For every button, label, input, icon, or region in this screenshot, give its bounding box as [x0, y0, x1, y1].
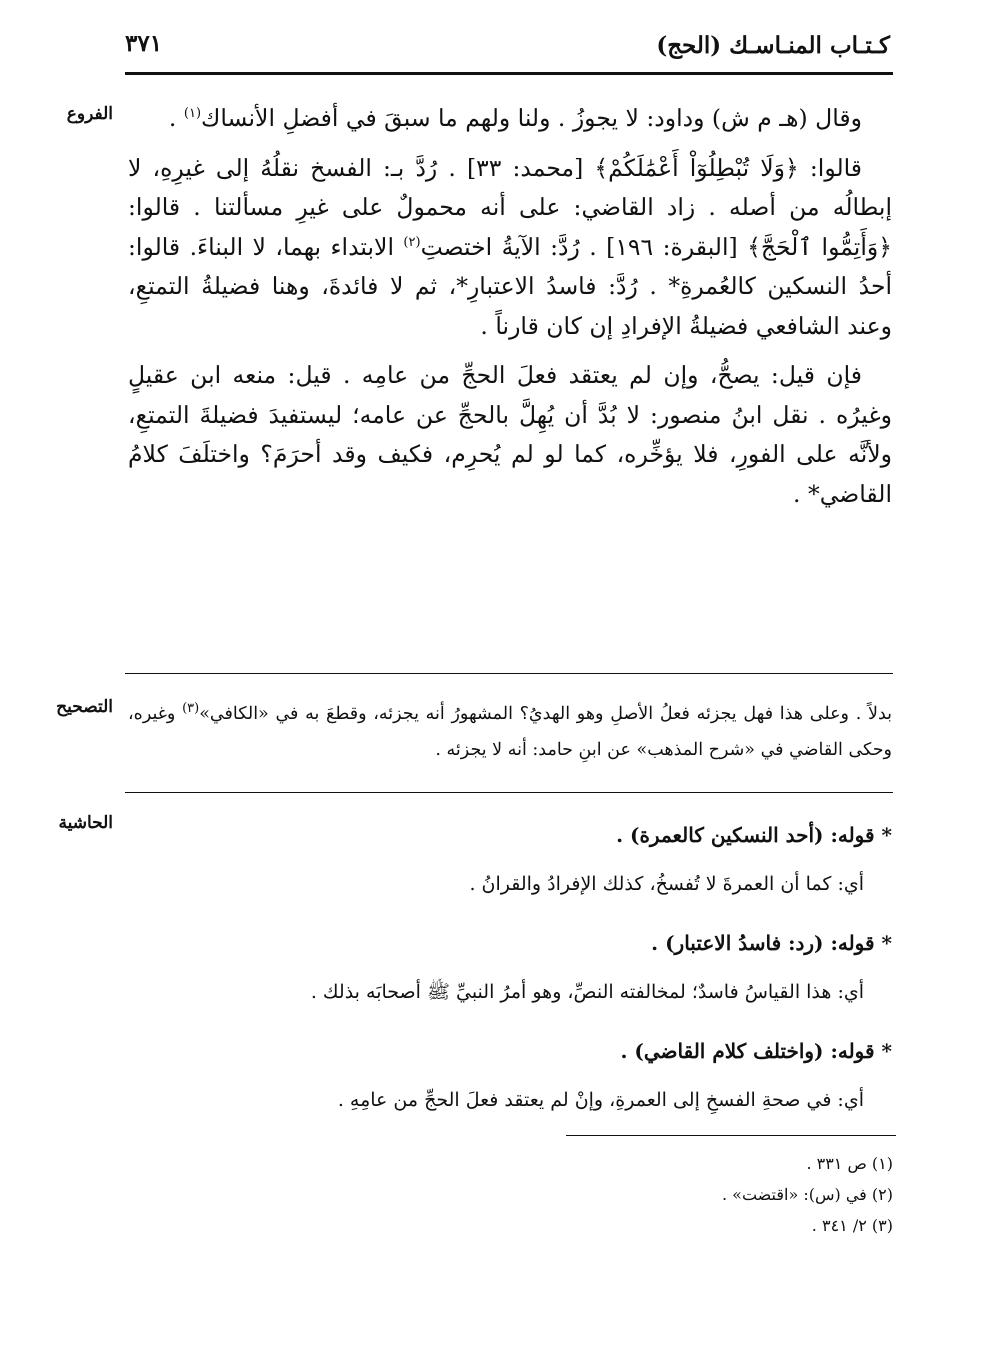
hashiya-text [128, 815, 892, 1139]
footnote-3: (٣) ٢/ ٣٤١ . [811, 1216, 893, 1235]
paragraph-1: وقال (هـ م ش) وداود: لا يجوزُ . ولنا ولهم ما سبقَ في أفضلِ الأنساك$^{(١)}$ . [168, 104, 862, 132]
footnote-ref-2[interactable]: (٢) [403, 234, 421, 250]
hashiya-comment-3: أي: في صحةِ الفسخِ إلى العمرةِ، وإنْ لم يعتقد فعلَ الحجِّ من عامِهِ . [337, 1089, 864, 1111]
footnote-ref-3[interactable]: (٣) [182, 701, 200, 717]
header-rule [125, 72, 893, 75]
hashiya-quote-2: * قوله: (رد: فاسدُ الاعتبار) . [651, 931, 892, 955]
tashih-label: التصحيح [56, 697, 113, 717]
footnotes [500, 1148, 893, 1241]
running-title: كـتـاب المنـاسـك (الحج) [656, 32, 890, 59]
paragraph-2: قالوا: ﴿وَلَا تُبْطِلُوٓاْ أَعْمَٰلَكُمْ﴾ [محمد: ٣٣] . رُدَّ بـ: الفسخ نقلُهُ إلى غيرِهِ، لا إبطالُه من أصله . زاد القاضي: على أنه محمولٌ على غيرِ مسألتنا . قالوا: ﴿وَأَتِمُّوا ٱلْحَجَّ﴾ [البقرة: ١٩٦] . رُدَّ: الآيةُ اختصتِ$^{(٢)}$ الابتداء بهما، لا البناءَ. قالوا: أحدُ النسكين كالعُمرةِ* . رُدَّ: فاسدُ الاعتبارِ*، ثم لا فائدةَ، وهنا فضيلةُ التمتعِ، وعند الشافعي فضيلةُ الإفرادِ إن كان قارناً . [128, 153, 892, 340]
hashiya-label: الحاشية [58, 813, 113, 833]
footnote-2: (٢) في (س): «اقتضت» . [722, 1185, 893, 1204]
tashih-paragraph: بدلاً . وعلى هذا فهل يجزئه فعلُ الأصلِ وهو الهديُ؟ المشهورُ أنه يجزئه، وقطعَ به في «الكافي»$^{(٣)}$ وغيره، وحكى القاضي في «شرح المذهب» عن ابنِ حامد: أنه لا يجزئه . [128, 701, 892, 760]
hashiya-quote-1: * قوله: (أحد النسكين كالعمرة) . [616, 823, 892, 847]
tashih-text [128, 696, 892, 768]
page-number: ٣٧١ [125, 30, 163, 57]
hashiya-comment-1: أي: كما أن العمرةَ لا تُفسخُ، كذلك الإفرادُ والقرانُ . [469, 873, 864, 895]
hashiya-quote-3: * قوله: (واختلف كلام القاضي) . [620, 1039, 892, 1063]
furu-text [128, 99, 892, 514]
tashih-divider [125, 673, 893, 674]
hashiya-divider [125, 792, 893, 793]
footnote-1: (١) ص ٣٣١ . [806, 1154, 893, 1173]
paragraph-3: فإن قيل: يصحُّ، وإن لم يعتقد فعلَ الحجِّ من عامِه . قيل: منعه ابن عقيلٍ وغيرُه . نقل ابنُ منصور: لا بُدَّ أن يُهِلَّ بالحجِّ عن عامه؛ ليستفيدَ فضيلةَ التمتعِ، ولأنَّه على الفورِ، فلا يؤخِّره، كما لو لم يُحرِم، فكيف وقد أحرَمَ؟ واختلَفَ كلامُ القاضي* . [128, 361, 892, 508]
page-header [125, 28, 890, 70]
footnote-rule [566, 1135, 896, 1136]
hashiya-comment-2: أي: هذا القياسُ فاسدٌ؛ لمخالفته النصِّ، وهو أمرُ النبيِّ ﷺ أصحابَه بذلك . [310, 981, 864, 1003]
footnote-ref-1[interactable]: (١) [183, 106, 202, 122]
furu-label: الفروع [66, 104, 113, 124]
